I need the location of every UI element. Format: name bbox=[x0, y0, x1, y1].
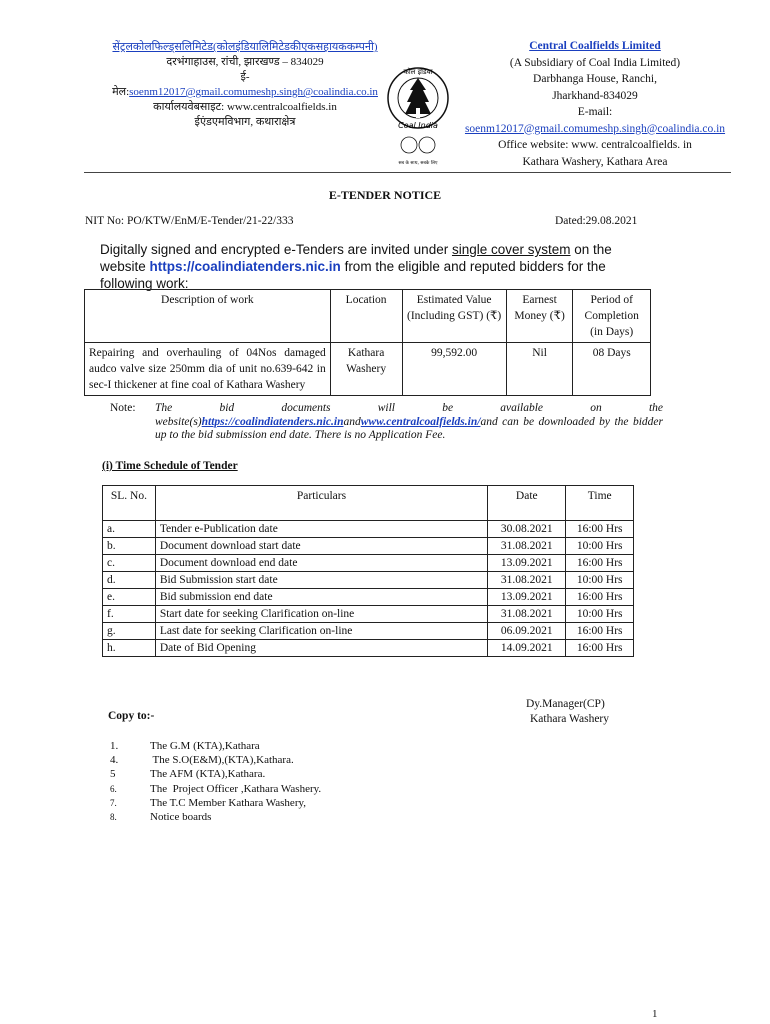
col-earnest-money: Earnest Money (₹) bbox=[506, 290, 573, 343]
list-item bbox=[110, 767, 321, 781]
logo-bottom-text: Coal India bbox=[398, 121, 438, 130]
date-cell: 31.08.2021 bbox=[488, 572, 566, 589]
list-item-number: 1. bbox=[110, 740, 119, 752]
note-tender-link[interactable]: https://coalindiatenders.nic.in bbox=[201, 415, 344, 428]
list-item-number: 4. bbox=[110, 754, 119, 767]
list-item-text: The S.O(E&M),(KTA),Kathara. bbox=[150, 754, 294, 767]
date-cell: 06.09.2021 bbox=[488, 623, 566, 640]
hindi-email-line bbox=[100, 85, 390, 100]
list-item-text: Notice boards bbox=[150, 811, 212, 824]
work-table bbox=[84, 289, 651, 396]
sl-no-cell: c. bbox=[103, 555, 156, 572]
col-time: Time bbox=[566, 486, 634, 521]
list-item bbox=[110, 782, 321, 796]
state-pin-line: Jharkhand-834029 bbox=[552, 89, 638, 102]
time-cell: 16:00 Hrs bbox=[566, 623, 634, 640]
date-cell: 14.09.2021 bbox=[488, 640, 566, 657]
copy-to-list bbox=[110, 739, 321, 824]
time-cell: 16:00 Hrs bbox=[566, 640, 634, 657]
time-cell: 10:00 Hrs bbox=[566, 538, 634, 555]
sl-no-cell: e. bbox=[103, 589, 156, 606]
particulars-cell: Date of Bid Opening bbox=[155, 640, 487, 657]
list-item-text: The T.C Member Kathara Washery, bbox=[150, 796, 307, 809]
signature-unit: Kathara Washery bbox=[530, 713, 610, 725]
list-item-number: 8. bbox=[110, 812, 117, 823]
header-right-english bbox=[450, 38, 740, 170]
company-name: Central Coalfields Limited bbox=[529, 40, 661, 52]
list-item bbox=[110, 796, 321, 810]
list-item bbox=[110, 753, 321, 767]
particulars-cell: Bid Submission start date bbox=[155, 572, 487, 589]
list-item-number: 6. bbox=[110, 783, 117, 794]
table-row bbox=[103, 623, 634, 640]
email-label: E-mail: bbox=[577, 106, 613, 118]
note-label: Note: bbox=[110, 402, 136, 414]
hindi-website: कार्यालयवेबसाइट: www.centralcoalfields.in bbox=[153, 101, 337, 113]
particulars-cell: Bid submission end date bbox=[155, 589, 487, 606]
schedule-header bbox=[103, 486, 634, 521]
list-item bbox=[110, 739, 321, 753]
table-row bbox=[103, 572, 634, 589]
note-ccl-link[interactable]: www.centralcoalfields.in/ bbox=[360, 415, 481, 428]
note-text-2: and can be downloaded by the bidder up to the bid submission end date. There is no Application Fee. bbox=[155, 415, 663, 441]
sl-no-cell: f. bbox=[103, 606, 156, 623]
time-cell: 16:00 Hrs bbox=[566, 521, 634, 538]
particulars-cell: Document download start date bbox=[155, 538, 487, 555]
header-left-hindi bbox=[100, 40, 390, 130]
table-row bbox=[103, 589, 634, 606]
col-location: Location bbox=[330, 290, 402, 343]
coal-india-logo bbox=[383, 60, 453, 170]
schedule-title: (i) Time Schedule of Tender bbox=[102, 460, 238, 472]
note-text-1: The bid documents will be available on the website(s) bbox=[155, 402, 663, 428]
particulars-cell: Tender e-Publication date bbox=[155, 521, 487, 538]
list-item-number: 5 bbox=[110, 768, 116, 781]
table-row bbox=[103, 521, 634, 538]
intro-text-3: from the eligible and reputed bidders for the following work: bbox=[100, 259, 606, 291]
date-cell: 13.09.2021 bbox=[488, 589, 566, 606]
col-completion-period: Period of Completion (in Days) bbox=[573, 290, 651, 343]
col-date: Date bbox=[488, 486, 566, 521]
intro-text-1: Digitally signed and encrypted e-Tenders are invited under bbox=[100, 242, 452, 257]
table-row bbox=[103, 640, 634, 657]
sl-no-cell: g. bbox=[103, 623, 156, 640]
work-location: Kathara Washery bbox=[330, 343, 402, 396]
sl-no-cell: d. bbox=[103, 572, 156, 589]
intro-cover-system: single cover system bbox=[451, 242, 571, 257]
copy-to-label: Copy to:- bbox=[108, 710, 155, 722]
signature-block bbox=[526, 697, 609, 727]
date-cell: 31.08.2021 bbox=[488, 538, 566, 555]
table-row bbox=[103, 606, 634, 623]
col-particulars: Particulars bbox=[155, 486, 487, 521]
table-row bbox=[103, 555, 634, 572]
hindi-email-link[interactable]: soenm12017@gmail.comumeshp.singh@coalindia.co.in bbox=[129, 86, 378, 98]
intro-tender-link[interactable]: https://coalindiatenders.nic.in bbox=[149, 259, 341, 274]
particulars-cell: Document download end date bbox=[155, 555, 487, 572]
table-row bbox=[85, 343, 651, 396]
page-number: 1 bbox=[652, 1008, 658, 1020]
list-item bbox=[110, 810, 321, 824]
col-estimated-value: Estimated Value (Including GST) (₹) bbox=[402, 290, 506, 343]
intro-paragraph bbox=[100, 241, 660, 292]
nit-number: NIT No: PO/KTW/EnM/E-Tender/21-22/333 bbox=[85, 215, 294, 227]
signature-designation: Dy.Manager(CP) bbox=[526, 698, 605, 710]
col-sl-no: SL. No. bbox=[103, 486, 156, 521]
address-line: Darbhanga House, Ranchi, bbox=[533, 73, 657, 85]
work-table-header bbox=[85, 290, 651, 343]
hindi-company-name: सेंट्रलकोलफिल्ड्सलिमिटेड(कोलइंडियालिमिटेडकीएकसहायककम्पनी) bbox=[112, 41, 378, 53]
email-link[interactable]: soenm12017@gmail.comumeshp.singh@coalindia.co.in bbox=[464, 122, 726, 135]
sl-no-cell: b. bbox=[103, 538, 156, 555]
list-item-text: The G.M (KTA),Kathara bbox=[150, 740, 260, 752]
notice-date: Dated:29.08.2021 bbox=[555, 215, 638, 227]
time-cell: 16:00 Hrs bbox=[566, 589, 634, 606]
note-and: and bbox=[343, 415, 361, 428]
table-row bbox=[103, 538, 634, 555]
col-description: Description of work bbox=[85, 290, 331, 343]
notice-title: E-TENDER NOTICE bbox=[328, 188, 442, 202]
date-cell: 31.08.2021 bbox=[488, 606, 566, 623]
hindi-address: दरभंगाहाउस, रांची, झारखण्ड – 834029 bbox=[166, 56, 324, 68]
intro-text-2: on the website bbox=[100, 242, 612, 274]
date-cell: 13.09.2021 bbox=[488, 555, 566, 572]
schedule-table bbox=[102, 485, 634, 657]
hindi-email-prefix: मेल: bbox=[112, 86, 130, 98]
work-description: Repairing and overhauling of 04Nos damaged audco valve size 250mm dia of unit no.639-642 in sec-I thickener at fine coal of Kathara Washery bbox=[85, 343, 331, 396]
particulars-cell: Start date for seeking Clarification on-line bbox=[155, 606, 487, 623]
hindi-email-label: ई- bbox=[240, 71, 250, 83]
time-cell: 10:00 Hrs bbox=[566, 572, 634, 589]
time-cell: 16:00 Hrs bbox=[566, 555, 634, 572]
particulars-cell: Last date for seeking Clarification on-line bbox=[155, 623, 487, 640]
list-item-text: The AFM (KTA),Kathara. bbox=[150, 768, 266, 781]
sl-no-cell: a. bbox=[103, 521, 156, 538]
time-cell: 10:00 Hrs bbox=[566, 606, 634, 623]
area-line: Kathara Washery, Kathara Area bbox=[522, 155, 668, 168]
work-earnest-money: Nil bbox=[506, 343, 573, 396]
logo-top-text: कोल इंडिया bbox=[403, 68, 433, 76]
header-divider bbox=[84, 172, 731, 173]
office-website: Office website: www. centralcoalfields. in bbox=[498, 139, 692, 151]
subsidiary-line: (A Subsidiary of Coal India Limited) bbox=[509, 56, 681, 69]
work-estimated-value: 99,592.00 bbox=[402, 343, 506, 396]
sl-no-cell: h. bbox=[103, 640, 156, 657]
date-cell: 30.08.2021 bbox=[488, 521, 566, 538]
list-item-text: The Project Officer ,Kathara Washery. bbox=[150, 782, 322, 795]
work-completion-period: 08 Days bbox=[573, 343, 651, 396]
note-text bbox=[155, 402, 663, 443]
hindi-department: ईएंडएमविभाग, कथाराक्षेत्र bbox=[194, 116, 296, 128]
list-item-number: 7. bbox=[110, 797, 117, 808]
logo-tagline: सब के साथ, सबके लिए bbox=[398, 161, 438, 166]
